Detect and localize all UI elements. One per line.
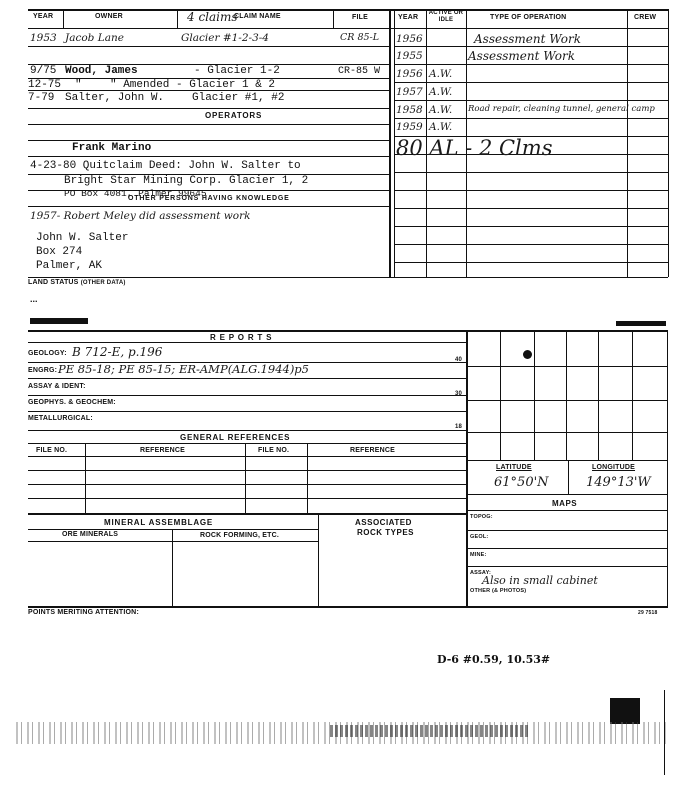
tick-18: 18 (455, 424, 463, 430)
ref-col-file-no-2: FILE NO. (258, 447, 290, 454)
grid-h (466, 400, 667, 401)
header-crew: CREW (634, 14, 657, 21)
row-line (394, 64, 668, 65)
row-line (28, 470, 467, 471)
row-line (394, 244, 668, 245)
grid-h (466, 530, 667, 531)
grid-h (466, 432, 667, 433)
section-bottom (28, 277, 668, 278)
activity-2-operation: Assessment Work (468, 49, 575, 63)
row-line (28, 484, 467, 485)
col-div (63, 9, 64, 28)
reference-stamp: D-6 #0.59, 10.53# (437, 653, 551, 666)
other-persons-title: OTHER PERSONS HAVING KNOWLEDGE (128, 195, 290, 202)
row-line (28, 46, 389, 47)
activity-6-status: A.W. (429, 121, 453, 133)
activity-1-operation: Assessment Work (474, 32, 581, 46)
activity-6-year: 1959 (396, 121, 423, 133)
latitude-label: LATITUDE (496, 464, 532, 471)
row-line (28, 395, 467, 396)
longitude-value: 149°13'W (586, 475, 651, 490)
maps-mine: MINE: (470, 552, 487, 558)
grid-v (500, 330, 501, 460)
row-line (28, 140, 389, 141)
owner-row-3-year: 12-75 (28, 79, 62, 91)
activity-5-year: 1958 (396, 104, 423, 116)
row-line (394, 190, 668, 191)
activity-3-status: A.W. (429, 68, 453, 80)
row-line (28, 124, 389, 125)
col-div (172, 529, 173, 606)
col-div (394, 9, 395, 277)
latitude-value: 61°50'N (494, 475, 549, 490)
geology-value: B 712-E, p.196 (72, 345, 163, 359)
owner-row-2-owner: Wood, James (65, 65, 138, 77)
activity-3-year: 1956 (396, 68, 423, 80)
grid-v (534, 330, 535, 460)
redaction-mark (616, 321, 666, 326)
metallurgical-label: METALLURGICAL: (28, 415, 93, 422)
ref-col-reference-1: REFERENCE (140, 447, 185, 454)
owner-row-2-file: CR-85 W (338, 66, 381, 77)
col-div (668, 9, 669, 277)
row-line (28, 498, 467, 499)
header-underline (28, 28, 668, 29)
ref-col-reference-2: REFERENCE (350, 447, 395, 454)
col-div (568, 460, 569, 494)
contact-line-2: Box 274 (36, 246, 83, 258)
maps-assay-note: Also in small cabinet (482, 574, 598, 587)
land-status-label (28, 279, 126, 286)
location-dot-icon (523, 350, 532, 359)
row-line (28, 443, 467, 444)
geology-label: GEOLOGY: (28, 350, 67, 357)
operators-title: OPERATORS (205, 111, 263, 120)
row-line (394, 226, 668, 227)
grid-v (566, 330, 567, 460)
row-line (28, 411, 467, 412)
col-div (627, 9, 628, 277)
grid-h (466, 366, 667, 367)
row-line (28, 430, 467, 431)
col-div (307, 443, 308, 513)
maps-title: MAPS (552, 499, 578, 508)
owner-row-3-owner: " (75, 79, 82, 91)
activity-5-operation: Road repair, cleaning tunnel, general camp (468, 104, 655, 114)
grid-v (667, 330, 668, 606)
row-line (28, 378, 467, 379)
row-line (394, 262, 668, 263)
row-line (394, 82, 668, 83)
row-line (28, 529, 318, 530)
land-status-title: LAND STATUS (28, 279, 79, 286)
maps-geol: GEOL: (470, 534, 489, 540)
grid-v (598, 330, 599, 460)
tick-30: 30 (455, 391, 463, 397)
reports-top (28, 330, 668, 332)
owner-row-1-year: 1953 (30, 32, 57, 44)
row-line (28, 156, 389, 157)
grid-h (466, 494, 667, 495)
activity-2-year: 1955 (396, 50, 423, 62)
land-status-dots: ... (30, 294, 38, 304)
reports-right-divider (466, 330, 468, 606)
header-year-2: YEAR (398, 14, 419, 21)
header-active-idle: ACTIVE OR IDLE (428, 10, 464, 23)
header-file: FILE (352, 14, 368, 21)
top-border (28, 9, 668, 11)
header-year: YEAR (33, 13, 54, 20)
tick-40: 40 (455, 357, 463, 363)
maps-assay: ASSAY: (470, 570, 492, 576)
longitude-label: LONGITUDE (592, 464, 636, 471)
owner-row-4-year: 7-79 (28, 92, 55, 104)
points-meriting-label: POINTS MERITING ATTENTION: (28, 609, 139, 616)
contact-line-1: John W. Salter (36, 232, 129, 244)
grid-h (466, 566, 667, 567)
header-type-operation: TYPE OF OPERATION (490, 14, 567, 21)
owner-row-2-year: 9/75 (30, 65, 57, 77)
activity-1-year: 1956 (396, 33, 423, 45)
deed-line-2: Bright Star Mining Corp. Glacier 1, 2 (64, 175, 309, 187)
owner-row-3-claim: " Amended - Glacier 1 & 2 (110, 79, 276, 91)
row-line (394, 100, 668, 101)
scan-noise-band (330, 725, 530, 737)
col-div (245, 443, 246, 513)
contact-line-3: Palmer, AK (36, 260, 103, 272)
reports-title: R E P O R T S (210, 333, 273, 342)
col-div (177, 9, 178, 28)
col-div-main (389, 9, 391, 277)
engrg-label: ENGRG: (28, 367, 58, 374)
assay-label: ASSAY & IDENT: (28, 383, 86, 390)
grid-h (466, 460, 667, 461)
ore-minerals-label: ORE MINERALS (62, 531, 119, 538)
row-line (28, 541, 318, 542)
acreage-note: 80 AL - 2 Clms (396, 136, 553, 160)
mineral-bottom (28, 606, 668, 608)
owner-row-2-claim: - Glacier 1-2 (194, 65, 280, 77)
row-line (28, 342, 467, 343)
rock-forming-label: ROCK FORMING, ETC. (200, 532, 280, 539)
row-line (28, 456, 467, 457)
redaction-mark (30, 318, 88, 324)
owner-row-1-claim: Glacier #1-2-3-4 (181, 32, 269, 44)
header-claim-count: 4 claims (187, 10, 238, 24)
row-line (28, 206, 389, 207)
associated-label: ASSOCIATED (355, 518, 412, 527)
grid-h (466, 548, 667, 549)
activity-4-year: 1957 (396, 86, 423, 98)
engrg-value: PE 85-18; PE 85-15; ER-AMP(ALG.1944)p5 (58, 362, 309, 376)
header-claim-name: CLAIM NAME (234, 13, 281, 20)
owner-row-4-owner: Salter, John W. (65, 92, 165, 104)
other-persons-note: 1957- Robert Meley did assessment work (30, 210, 251, 222)
col-div (333, 9, 334, 28)
scan-artifact-block (610, 698, 640, 724)
grid-h (466, 510, 667, 511)
row-line (394, 118, 668, 119)
form-number: 29 7518 (638, 610, 658, 616)
activity-4-status: A.W. (429, 86, 453, 98)
owner-row-4-claim: Glacier #1, #2 (192, 92, 285, 104)
maps-other: OTHER (& PHOTOS) (470, 588, 527, 594)
mineral-assemblage-title: MINERAL ASSEMBLAGE (104, 518, 214, 527)
mineral-top (28, 513, 467, 515)
header-owner: OWNER (95, 13, 123, 20)
scan-edge-line (664, 690, 665, 775)
row-line (28, 108, 389, 109)
row-line (394, 172, 668, 173)
geophys-label: GEOPHYS. & GEOCHEM: (28, 399, 116, 406)
operator-name: Frank Marino (72, 142, 152, 154)
deed-line-1: 4-23-80 Quitclaim Deed: John W. Salter to (30, 160, 301, 172)
deed-line-3: PO Box 4081, Palmer 99645 (64, 188, 207, 199)
ref-col-file-no-1: FILE NO. (36, 447, 68, 454)
row-line (394, 208, 668, 209)
grid-v (632, 330, 633, 460)
rock-types-label: ROCK TYPES (357, 528, 415, 537)
owner-row-1-file: CR 85-L (340, 32, 380, 43)
col-div (85, 443, 86, 513)
col-div (318, 513, 319, 606)
owner-row-1-owner: Jacob Lane (65, 32, 124, 44)
activity-5-status: A.W. (429, 104, 453, 116)
land-status-sub: (OTHER DATA) (80, 280, 126, 286)
row-line (394, 46, 668, 47)
general-references-title: GENERAL REFERENCES (180, 433, 291, 442)
maps-topog: TOPOG: (470, 514, 493, 520)
